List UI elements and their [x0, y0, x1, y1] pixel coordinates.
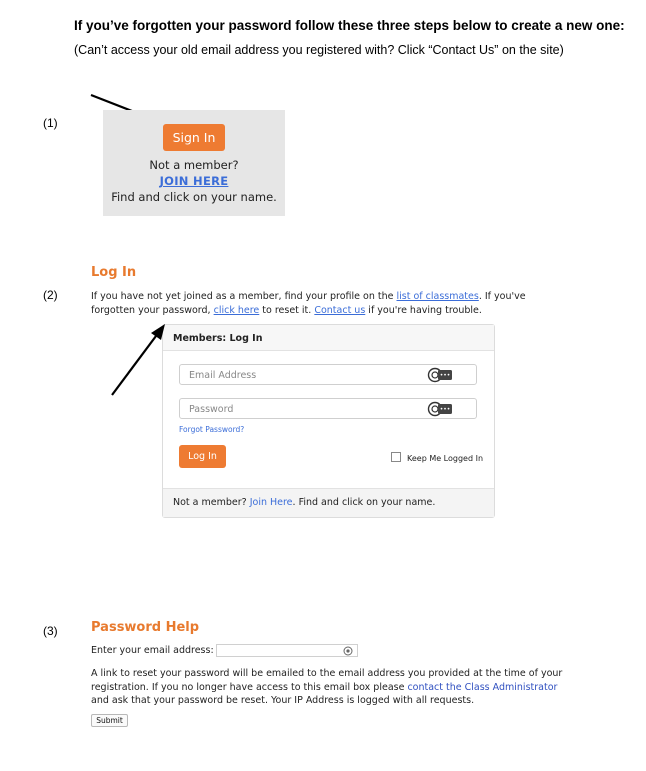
password-manager-icon[interactable]	[426, 401, 454, 417]
reset-click-here-link[interactable]: click here	[213, 304, 260, 316]
email-placeholder: Email Address	[189, 370, 257, 381]
step-2-number: (2)	[43, 288, 58, 302]
login-text-2: . If you've forgotten your password,	[91, 291, 526, 316]
help-text-2: and ask that your password be reset. Your IP Address is logged with all requests.	[91, 695, 475, 706]
email-address-field[interactable]	[179, 364, 477, 385]
password-manager-icon[interactable]	[343, 646, 353, 656]
sign-in-button[interactable]: Sign In	[163, 124, 225, 151]
login-panel-footer	[163, 488, 494, 517]
reset-email-input[interactable]	[216, 644, 358, 657]
forgot-password-link[interactable]: Forgot Password?	[179, 425, 245, 434]
contact-admin-link[interactable]: contact the Class Administrator	[407, 681, 558, 693]
keep-logged-in-checkbox[interactable]	[391, 452, 401, 462]
login-panel	[162, 324, 495, 518]
help-text-1: A link to reset your password will be emailed to the email address you provided at the time of your registration. If you no longer have access to this email box please	[91, 668, 563, 693]
submit-button[interactable]: Submit	[91, 714, 128, 727]
log-in-button[interactable]: Log In	[179, 445, 226, 468]
arrow-2-icon	[108, 316, 178, 400]
contact-us-link[interactable]: Contact us	[314, 304, 366, 316]
svg-text:•••: •••	[439, 372, 451, 379]
login-text-4: if you're having trouble.	[365, 304, 482, 316]
footer-text-1: Not a member?	[173, 497, 250, 508]
login-text-3: to reset it.	[259, 304, 315, 316]
classmates-link[interactable]: list of classmates	[396, 291, 479, 302]
login-instructions	[91, 290, 571, 317]
login-section-title: Log In	[91, 265, 137, 280]
step-1-number: (1)	[43, 116, 58, 130]
instructions-heading: If you’ve forgotten your password follow these three steps below to create a new one:	[74, 18, 625, 33]
join-here-link[interactable]: JOIN HERE	[159, 174, 229, 188]
not-member-text: Not a member?	[149, 158, 239, 172]
join-here-footer-link[interactable]: Join Here	[249, 497, 293, 508]
step-3-number: (3)	[43, 624, 58, 638]
find-click-text: Find and click on your name.	[111, 190, 277, 204]
login-panel-title: Members: Log In	[163, 325, 494, 351]
instructions-subheading: (Can’t access your old email address you registered with? Click “Contact Us” on the site)	[74, 43, 564, 57]
keep-logged-in-option[interactable]	[391, 452, 483, 463]
svg-text:•••: •••	[439, 406, 451, 413]
password-help-text	[91, 667, 565, 708]
signin-widget	[103, 110, 285, 216]
password-help-title: Password Help	[91, 620, 200, 635]
password-placeholder: Password	[189, 404, 234, 415]
footer-text-2: . Find and click on your name.	[292, 497, 436, 508]
password-field[interactable]	[179, 398, 477, 419]
login-text-1: If you have not yet joined as a member, find your profile on the	[91, 291, 397, 302]
keep-logged-in-label: Keep Me Logged In	[407, 454, 484, 463]
password-manager-icon[interactable]	[426, 367, 454, 383]
email-label: Enter your email address:	[91, 645, 214, 656]
